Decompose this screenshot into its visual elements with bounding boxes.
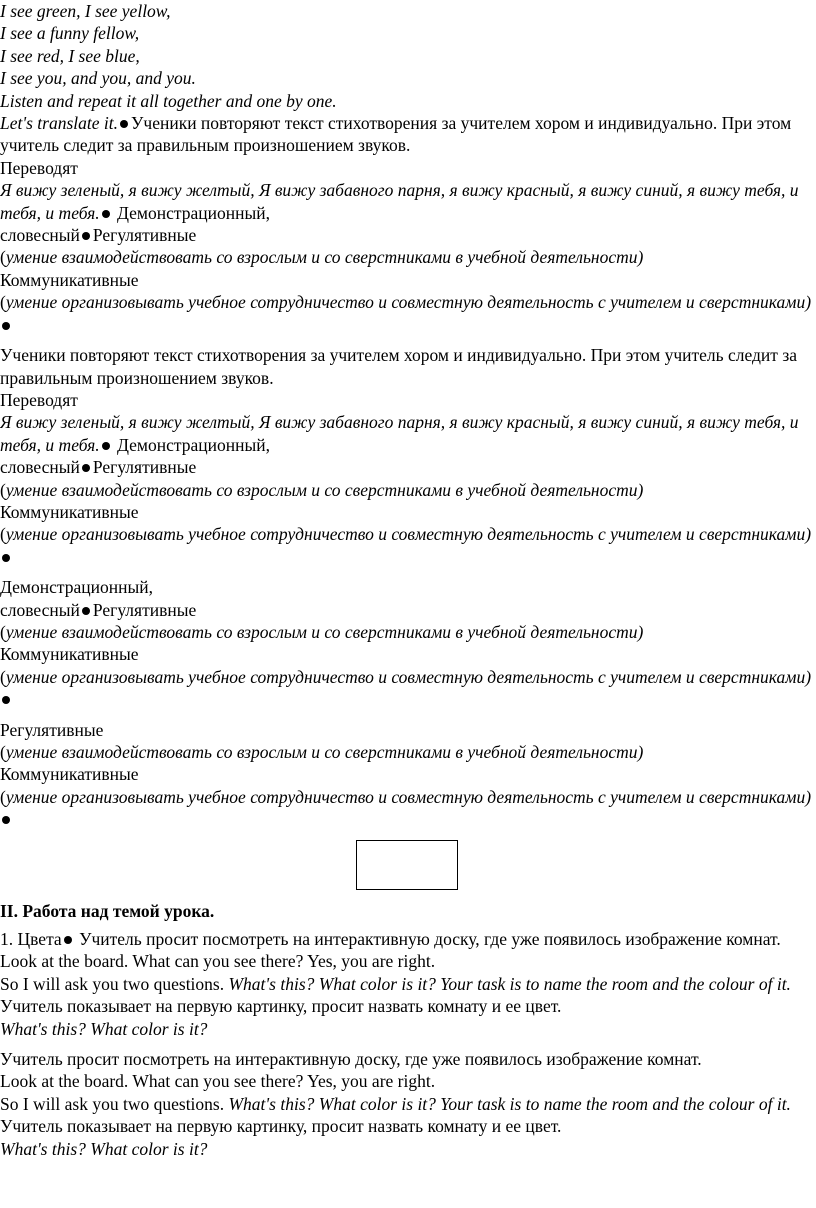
poem-line: I see green, I see yellow,: [0, 1, 171, 21]
demo-label: Демонстрационный,: [0, 577, 153, 598]
communicative-desc: умение организовывать учебное сотрудничество и совместную деятельность с учителем и сверстниками): [5, 666, 812, 687]
communicative-desc: умение организовывать учебное сотрудничество и совместную деятельность с учителем и сверстниками): [5, 524, 812, 545]
translate-label: Переводят: [0, 389, 78, 410]
poem-line: Listen and repeat it all together and one by one.: [0, 90, 337, 111]
teacher-shows: Учитель показывает на первую картинку, просит назвать комнату и ее цвет.: [0, 996, 562, 1017]
bullet-icon: [2, 322, 10, 330]
translation-text: Я вижу зеленый, я вижу желтый, Я вижу забавного парня, я вижу красный, я вижу синий, я вижу тебя, и тебя, и тебя.: [0, 412, 799, 455]
questions-plain: So I will ask you two questions.: [0, 1093, 225, 1114]
paren-open: (: [0, 742, 6, 762]
questions-plain: So I will ask you two questions.: [0, 973, 225, 994]
regulative-desc-line: [0, 479, 812, 501]
whats-this: What's this? What color is it?: [0, 1018, 208, 1039]
verbal-line: [0, 456, 812, 478]
image-placeholder-box: [356, 840, 458, 890]
bullet-icon: [2, 816, 10, 824]
look-at-board: Look at the board. What can you see there? Yes, you are right.: [0, 1071, 436, 1092]
verbal-line: [0, 224, 812, 246]
paren-open: (: [0, 524, 6, 545]
colors-paragraph: [0, 928, 812, 950]
regulative-desc: умение взаимодействовать со взрослым и со сверстниками в учебной деятельности): [5, 621, 644, 642]
bullet-icon: [102, 210, 110, 218]
bullet-icon: [64, 936, 72, 944]
paren-open: (: [0, 247, 6, 268]
verbal-line: [0, 599, 812, 621]
poem-line: I see red, I see blue,: [0, 45, 140, 66]
questions-paragraph: [0, 1093, 812, 1115]
communicative-label: Коммуникативные: [0, 501, 139, 522]
regulative-label: Регулятивные: [92, 457, 197, 478]
translation-text: Я вижу зеленый, я вижу желтый, Я вижу забавного парня, я вижу красный, я вижу синий, я вижу тебя, и тебя, и тебя.: [0, 180, 799, 223]
regulative-desc: умение взаимодействовать со взрослым и со сверстниками в учебной деятельности): [5, 742, 644, 762]
translate-paragraph: [0, 112, 812, 157]
translation-paragraph: [0, 179, 812, 224]
communicative-desc: умение организовывать учебное сотрудничество и совместную деятельность с учителем и сверстниками): [5, 786, 812, 807]
item-label: 1. Цвета: [0, 929, 62, 950]
communicative-label: Коммуникативные: [0, 764, 139, 785]
communicative-label: Коммуникативные: [0, 269, 139, 290]
verbal-label: словесный: [0, 225, 80, 246]
communicative-desc-line: [0, 291, 812, 336]
regulative-desc-line: [0, 621, 812, 643]
paren-open: (: [0, 479, 6, 500]
paren-open: (: [0, 786, 6, 807]
demo-label: Демонстрационный,: [116, 434, 270, 455]
teacher-shows: Учитель показывает на первую картинку, просит назвать комнату и ее цвет.: [0, 1116, 562, 1137]
bullet-icon: [82, 464, 90, 472]
bullet-icon: [2, 696, 10, 704]
paren-open: (: [0, 292, 6, 313]
bullet-icon: [2, 554, 10, 562]
verbal-label: словесный: [0, 457, 80, 478]
bullet-icon: [82, 232, 90, 240]
lets-translate: Let's translate it.: [0, 113, 118, 134]
regulative-desc-line: [0, 246, 812, 268]
look-at-board: Look at the board. What can you see there? Yes, you are right.: [0, 951, 436, 972]
regulative-label: Регулятивные: [92, 599, 197, 620]
communicative-desc-line: [0, 523, 812, 568]
questions-italic: What's this? What color is it? Your task is to name the room and the colour of it.: [228, 1093, 791, 1114]
bullet-icon: [102, 442, 110, 450]
students-repeat-paragraph: Ученики повторяют текст стихотворения за учителем хором и индивидуально. При этом учитель следит за правильным произношением звуков.: [0, 345, 798, 388]
regulative-label: Регулятивные: [0, 719, 104, 740]
questions-paragraph: [0, 973, 812, 995]
regulative-desc-line: [0, 741, 812, 763]
paren-open: (: [0, 621, 6, 642]
students-repeat-text: Ученики повторяют текст стихотворения за учителем хором и индивидуально. При этом учитель следит за правильным произношением звуков.: [0, 113, 792, 156]
communicative-desc-line: [0, 666, 812, 711]
regulative-desc: умение взаимодействовать со взрослым и со сверстниками в учебной деятельности): [5, 479, 644, 500]
bullet-icon: [82, 607, 90, 615]
whats-this: What's this? What color is it?: [0, 1138, 208, 1159]
translation-paragraph: [0, 411, 812, 456]
teacher-asks-paragraph: Учитель просит посмотреть на интерактивную доску, где уже появилось изображение комнат.: [0, 1049, 702, 1070]
paren-open: (: [0, 666, 6, 687]
communicative-label: Коммуникативные: [0, 644, 139, 665]
section-heading: II. Работа над темой урока.: [0, 900, 215, 921]
teacher-asks-text: Учитель просит посмотреть на интерактивную доску, где уже появилось изображение комнат.: [79, 929, 781, 950]
regulative-label: Регулятивные: [92, 225, 197, 246]
regulative-desc: умение взаимодействовать со взрослым и со сверстниками в учебной деятельности): [5, 247, 644, 268]
translate-label: Переводят: [0, 157, 78, 178]
communicative-desc: умение организовывать учебное сотрудничество и совместную деятельность с учителем и сверстниками): [5, 292, 812, 313]
bullet-icon: [120, 120, 128, 128]
communicative-desc-line: [0, 786, 812, 831]
poem-line: I see you, and you, and you.: [0, 68, 196, 89]
questions-italic: What's this? What color is it? Your task is to name the room and the colour of it.: [228, 973, 791, 994]
verbal-label: словесный: [0, 599, 80, 620]
demo-label: Демонстрационный,: [116, 202, 270, 223]
poem-line: I see a funny fellow,: [0, 23, 140, 44]
